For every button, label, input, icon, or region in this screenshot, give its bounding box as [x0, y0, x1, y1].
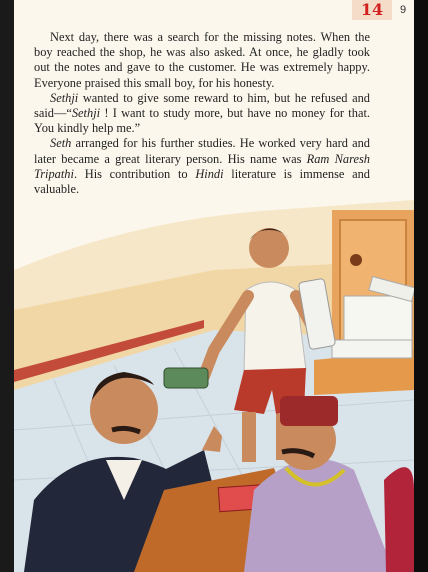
text-run: literature is immense and valuable.: [34, 166, 370, 197]
story-text: [34, 30, 370, 197]
text-run: . His contribution to: [73, 166, 196, 181]
text-run: Ram Naresh Tripathi: [34, 151, 370, 181]
paragraph-2: [34, 91, 370, 137]
text-run: arranged for his further studies. He worked very hard and later became a great literary person. His name was: [34, 136, 370, 166]
text-run: Hindi: [195, 166, 224, 181]
story-illustration: [14, 200, 414, 572]
text-run: ! I want to study more, but have no money for that. You kindly help me.”: [34, 106, 370, 136]
paragraph-3: [34, 136, 370, 197]
page-number-small: 9: [400, 4, 407, 16]
page-edge: [414, 0, 428, 572]
text-run: Next day, there was a search for the missing notes. When the boy reached the shop, he was also asked. At once, he gladly took out the notes and gave to the customer. He was extremely happy. Everyone praised this small boy, for his honesty.: [34, 30, 370, 90]
page-number: 14: [352, 0, 392, 20]
text-run: Seth: [50, 136, 72, 151]
text-run: wanted to give some reward to him, but he refused and said—“: [34, 90, 370, 121]
text-run: Sethji: [71, 106, 101, 121]
text-run: Sethji: [50, 90, 79, 105]
paragraph-1: [34, 30, 370, 91]
